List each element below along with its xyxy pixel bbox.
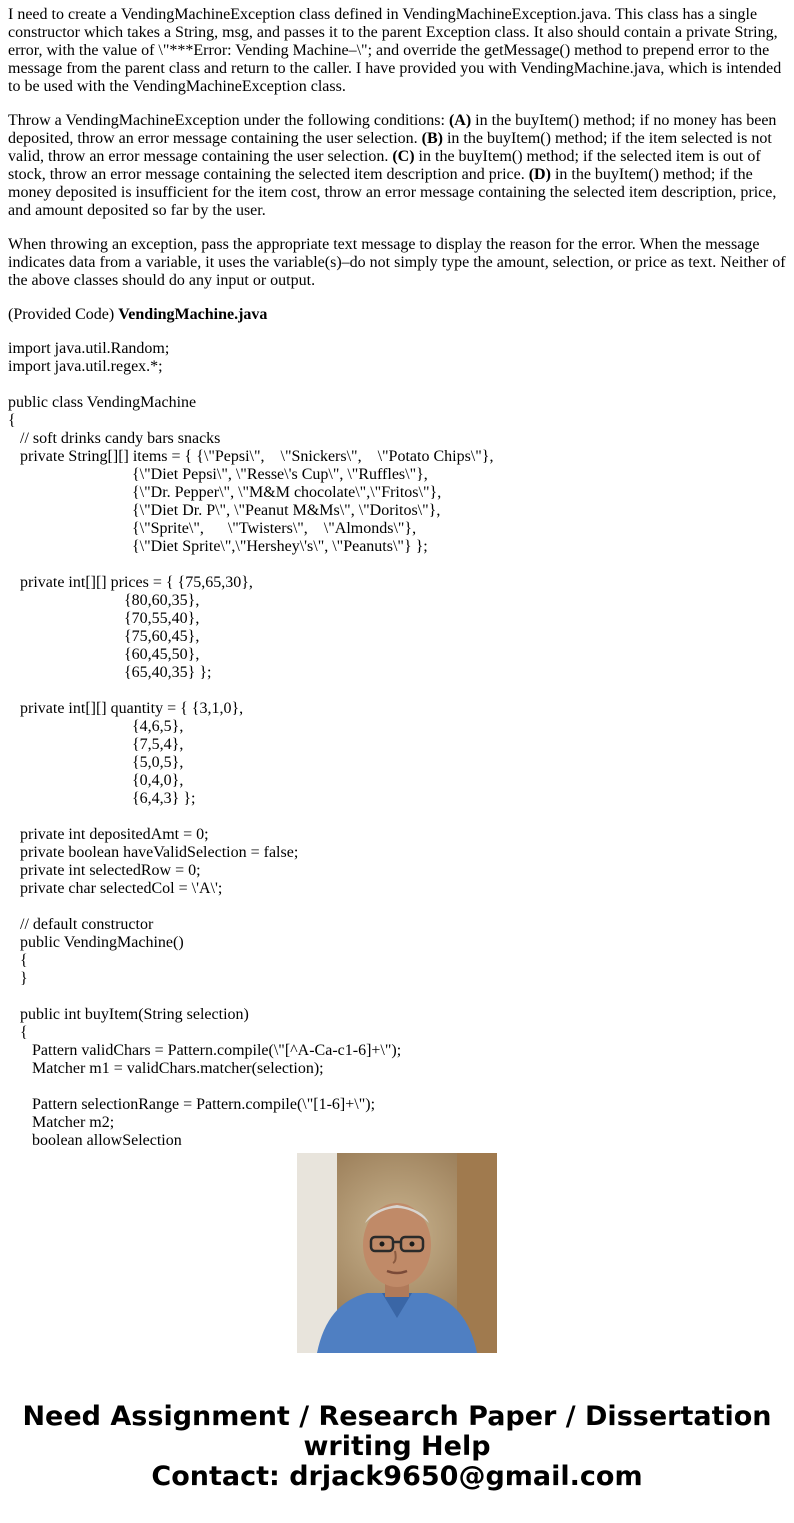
code-line: { (8, 952, 28, 969)
conditions-paragraph (8, 112, 788, 220)
code-line: Matcher m2; (8, 1114, 115, 1131)
promo-line-2: writing Help (303, 1431, 491, 1462)
code-line (8, 988, 788, 1006)
code-line: private int[][] quantity = { {3,1,0}, (8, 700, 244, 717)
code-line: {\"Diet Dr. P\", \"Peanut M&Ms\", \"Doritos\"}, (8, 502, 441, 519)
provided-prefix: (Provided Code) (8, 306, 119, 323)
code-line: Pattern selectionRange = Pattern.compile(\"[1-6]+\"); (8, 1096, 376, 1113)
intro-paragraph: I need to create a VendingMachineException class defined in VendingMachineException.java. This class has a single constructor which takes a String, msg, and passes it to the parent Exception class. It also should contain a private String, error, with the value of \"***Error: Vending Machine–\"; and override the getMessage() method to prepend error to the message from the parent class and return to the caller. I have provided you with VendingMachine.java, which is intended to be used with the VendingMachineException class. (8, 6, 782, 95)
code-line: {\"Diet Sprite\",\"Hershey\'s\", \"Peanuts\"} }; (8, 538, 428, 555)
code-line (8, 682, 788, 700)
code-line (8, 376, 788, 394)
code-line (8, 898, 788, 916)
code-line: } (8, 970, 28, 987)
code-line: private String[][] items = { {\"Pepsi\", \"Snickers\", \"Potato Chips\"}, (8, 448, 494, 465)
provided-filename: VendingMachine.java (118, 306, 268, 323)
code-line: {\"Dr. Pepper\", \"M&M chocolate\",\"Fritos\"}, (8, 484, 442, 501)
code-line: import java.util.Random; (8, 340, 170, 357)
code-line (8, 808, 788, 826)
condition-b-label: (B) (421, 130, 443, 147)
code-line: {7,5,4}, (8, 736, 184, 753)
code-line: import java.util.regex.*; (8, 358, 163, 375)
code-line: private int selectedRow = 0; (8, 862, 201, 879)
code-block (8, 340, 788, 1150)
provided-code-label (8, 306, 788, 324)
code-line: {5,0,5}, (8, 754, 184, 771)
condition-c-label: (C) (392, 148, 415, 165)
conditions-lead: Throw a VendingMachineException under the following conditions: (8, 112, 449, 129)
condition-b-text: in the buyItem() method; if the item selected is not valid, throw an error message containing the user selection. (8, 130, 772, 165)
throwing-note-paragraph: When throwing an exception, pass the appropriate text message to display the reason for the error. When the message indicates data from a variable, it uses the variable(s)–do not simply type the amount, selection, or price as text. Neither of the above classes should do any input or output. (8, 236, 786, 289)
code-line: {0,4,0}, (8, 772, 184, 789)
code-line: // soft drinks candy bars snacks (8, 430, 221, 447)
condition-c-text: in the buyItem() method; if the selected item is out of stock, throw an error message containing the selected item description and price. (8, 148, 761, 183)
code-line: {6,4,3} }; (8, 790, 196, 807)
author-avatar (297, 1153, 497, 1353)
condition-d-label: (D) (528, 166, 551, 183)
code-line: { (8, 412, 16, 429)
code-line: {\"Diet Pepsi\", \"Resse\'s Cup\", \"Ruffles\"}, (8, 466, 428, 483)
code-line: {60,45,50}, (8, 646, 200, 663)
code-line: {4,6,5}, (8, 718, 184, 735)
condition-a-label: (A) (448, 112, 472, 129)
code-line: public VendingMachine() (8, 934, 184, 951)
promo-contact: Contact: drjack9650@gmail.com (151, 1461, 643, 1492)
code-line: public int buyItem(String selection) (8, 1006, 249, 1023)
code-line: {75,60,45}, (8, 628, 200, 645)
promo-line-1: Need Assignment / Research Paper / Dissertation (22, 1401, 772, 1432)
code-line: {80,60,35}, (8, 592, 200, 609)
question-text (8, 6, 788, 1149)
code-line (8, 556, 788, 574)
promo-banner (0, 1402, 794, 1492)
code-line: {\"Sprite\", \"Twisters\", \"Almonds\"}, (8, 520, 417, 537)
code-line: boolean allowSelection (8, 1132, 182, 1149)
code-line: private boolean haveValidSelection = false; (8, 844, 299, 861)
code-line: { (8, 1024, 28, 1041)
code-line (8, 1078, 788, 1096)
code-line: Matcher m1 = validChars.matcher(selection); (8, 1060, 324, 1077)
code-line: {65,40,35} }; (8, 664, 212, 681)
code-line: // default constructor (8, 916, 154, 933)
code-line: private int depositedAmt = 0; (8, 826, 209, 843)
code-line: private int[][] prices = { {75,65,30}, (8, 574, 253, 591)
code-line: private char selectedCol = \'A\'; (8, 880, 223, 897)
code-line: {70,55,40}, (8, 610, 200, 627)
condition-a-text: in the buyItem() method; if no money has been deposited, throw an error message containing the user selection. (8, 112, 777, 147)
condition-d-text: in the buyItem() method; if the money deposited is insufficient for the item cost, throw an error message containing the selected item description, price, and amount deposited so far by the user. (8, 166, 777, 219)
author-photo (297, 1153, 497, 1353)
code-line: Pattern validChars = Pattern.compile(\"[^A-Ca-c1-6]+\"); (8, 1042, 402, 1059)
code-line: public class VendingMachine (8, 394, 197, 411)
